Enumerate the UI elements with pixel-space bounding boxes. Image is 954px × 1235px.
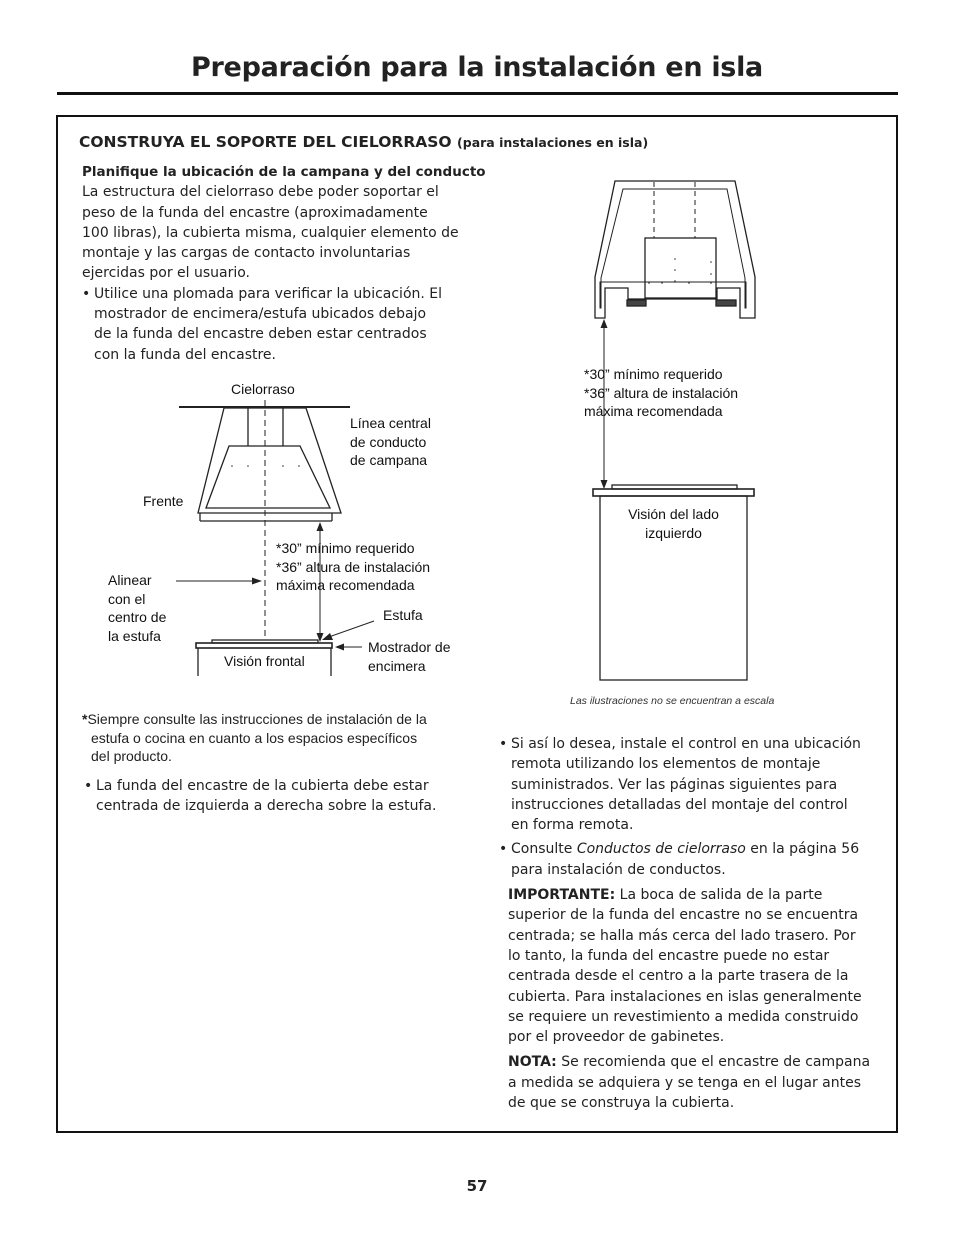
page-number: 57	[466, 1177, 488, 1195]
important-line: centrada desde el centro a la parte trasera de la	[508, 968, 849, 985]
plan-line: montaje y las cargas de contacto involuntarias	[82, 245, 411, 262]
bullet-line: centrada de izquierda a derecha sobre la estufa.	[96, 798, 437, 815]
bullet-line: para instalación de conductos.	[511, 861, 726, 878]
stove-pointer	[326, 621, 374, 638]
bullet-text: Consulte	[511, 841, 577, 858]
front-view-diagram	[176, 400, 374, 676]
note-block	[499, 1052, 889, 1113]
important-line: se requiere un revestimiento a medida construido	[508, 1008, 859, 1025]
label-line: máxima recomendada	[276, 577, 415, 593]
important-block	[499, 885, 889, 1047]
stove-label: Estufa	[383, 607, 423, 623]
important-line: por el proveedor de gabinetes.	[508, 1029, 725, 1046]
front-view-label: Visión frontal	[224, 653, 305, 669]
label-line: encimera	[368, 657, 426, 674]
bullet-text: en la página 56	[745, 841, 860, 858]
label-line: Alinear	[108, 572, 152, 588]
bullet-line: instrucciones detalladas del montaje del control	[511, 796, 848, 813]
important-text: La boca de salida de la parte	[615, 887, 823, 904]
bullet-line: • Utilice una plomada para verificar la ubicación. El	[94, 285, 443, 302]
front-label: Frente	[143, 493, 184, 509]
note-text: Se recomienda que el encastre de campana	[556, 1054, 871, 1071]
label-line: centro de	[108, 609, 167, 625]
important-line: lo tanto, la funda del encastre puede no estar	[508, 947, 830, 964]
side-height-note	[584, 365, 738, 421]
plan-line: 100 libras), la cubierta misma, cualquier elemento de	[82, 224, 459, 241]
important-label: IMPORTANTE:	[508, 887, 616, 904]
align-arrow	[252, 578, 262, 585]
bullet-line: remota utilizando los elementos de montaje	[511, 756, 821, 773]
ceiling-label: Cielorraso	[231, 381, 295, 397]
label-line: Línea central	[350, 415, 431, 431]
note-line: a medida se adquiera y se tenga en el lugar antes	[508, 1074, 862, 1091]
label-line: de campana	[350, 452, 428, 468]
plan-line: ejercidas por el usuario.	[82, 265, 251, 282]
countertop	[196, 643, 332, 648]
label-line: izquierdo	[645, 524, 702, 541]
label-line: *30” mínimo requerido	[276, 540, 415, 556]
centerline-label	[350, 414, 431, 470]
hood-inner	[206, 446, 330, 508]
footnote-mark: *	[82, 711, 88, 727]
section-heading-main: CONSTRUYA EL SOPORTE DEL CIELORRASO	[79, 133, 452, 151]
side-hood-inner	[600, 189, 746, 308]
counter-label	[368, 638, 450, 675]
bullet-line: • Si así lo desea, instale el control en una ubicación	[511, 736, 861, 752]
bullet-line: mostrador de encimera/estufa ubicados debajo	[94, 306, 427, 323]
label-line: *36” altura de instalación	[584, 384, 739, 401]
centering-bullet	[84, 776, 494, 817]
note-line: de que se construya la cubierta.	[508, 1095, 735, 1112]
important-line: cubierta. Para instalaciones en islas generalmente	[508, 988, 862, 1005]
label-line: la estufa	[108, 627, 161, 644]
side-view-label	[600, 505, 747, 542]
hood-outer	[198, 408, 341, 513]
label-line: Visión del lado	[628, 506, 719, 522]
page-title: Preparación para la instalación en isla	[191, 52, 763, 83]
right-column-text	[499, 734, 889, 1113]
footnote-line: estufa o cocina en cuanto a los espacios específicos	[91, 729, 418, 746]
section-heading-sub: (para instalaciones en isla)	[457, 135, 649, 150]
height-arrow-top	[317, 522, 324, 531]
counter-arrow	[335, 644, 344, 651]
label-line: Mostrador de	[368, 639, 451, 655]
front-height-note	[276, 539, 430, 595]
remote-control-bullet	[499, 734, 889, 835]
bullet-line: suministrados. Ver las páginas siguientes para	[511, 776, 838, 793]
stove-arrow	[322, 633, 333, 640]
label-line: *36” altura de instalación	[276, 558, 431, 575]
bullet-italic: Conductos de cielorraso	[576, 841, 746, 858]
footnote	[82, 710, 482, 766]
footnote-line: Siempre consulte las instrucciones de instalación de la	[87, 711, 427, 727]
side-arrow-bottom	[601, 480, 608, 489]
side-countertop	[593, 489, 754, 496]
plan-line: La estructura del cielorraso debe poder soportar el	[82, 184, 439, 201]
side-bracket-left	[627, 300, 646, 306]
side-box	[645, 238, 716, 298]
label-line: de conducto	[350, 433, 427, 450]
plan-heading: Planifique la ubicación de la campana y del conducto	[82, 164, 486, 180]
important-line: superior de la funda del encastre no se encuentra	[508, 907, 859, 924]
bullet-line: con la funda del encastre.	[94, 346, 276, 363]
label-line: máxima recomendada	[584, 403, 723, 419]
bullet-line: de la funda del encastre deben estar centrados	[94, 326, 427, 343]
ducts-bullet	[499, 839, 889, 880]
label-line: *30” mínimo requerido	[584, 366, 723, 382]
footnote-line: del producto.	[91, 748, 172, 764]
bullet-line: en forma remota.	[511, 817, 634, 834]
side-view-diagram	[593, 181, 755, 680]
side-bracket-right	[716, 300, 736, 306]
bullet-line: • La funda del encastre de la cubierta debe estar	[96, 778, 429, 794]
align-label	[108, 571, 166, 645]
scale-note: Las ilustraciones no se encuentran a escala	[570, 695, 775, 707]
side-dots	[648, 258, 712, 284]
note-label: NOTA:	[508, 1054, 557, 1071]
plan-line: peso de la funda del encastre (aproximadamente	[82, 204, 428, 221]
important-line: centrada; se halla más cerca del lado trasero. Por	[508, 927, 856, 944]
label-line: con el	[108, 590, 146, 607]
side-arrow-top	[601, 319, 608, 328]
